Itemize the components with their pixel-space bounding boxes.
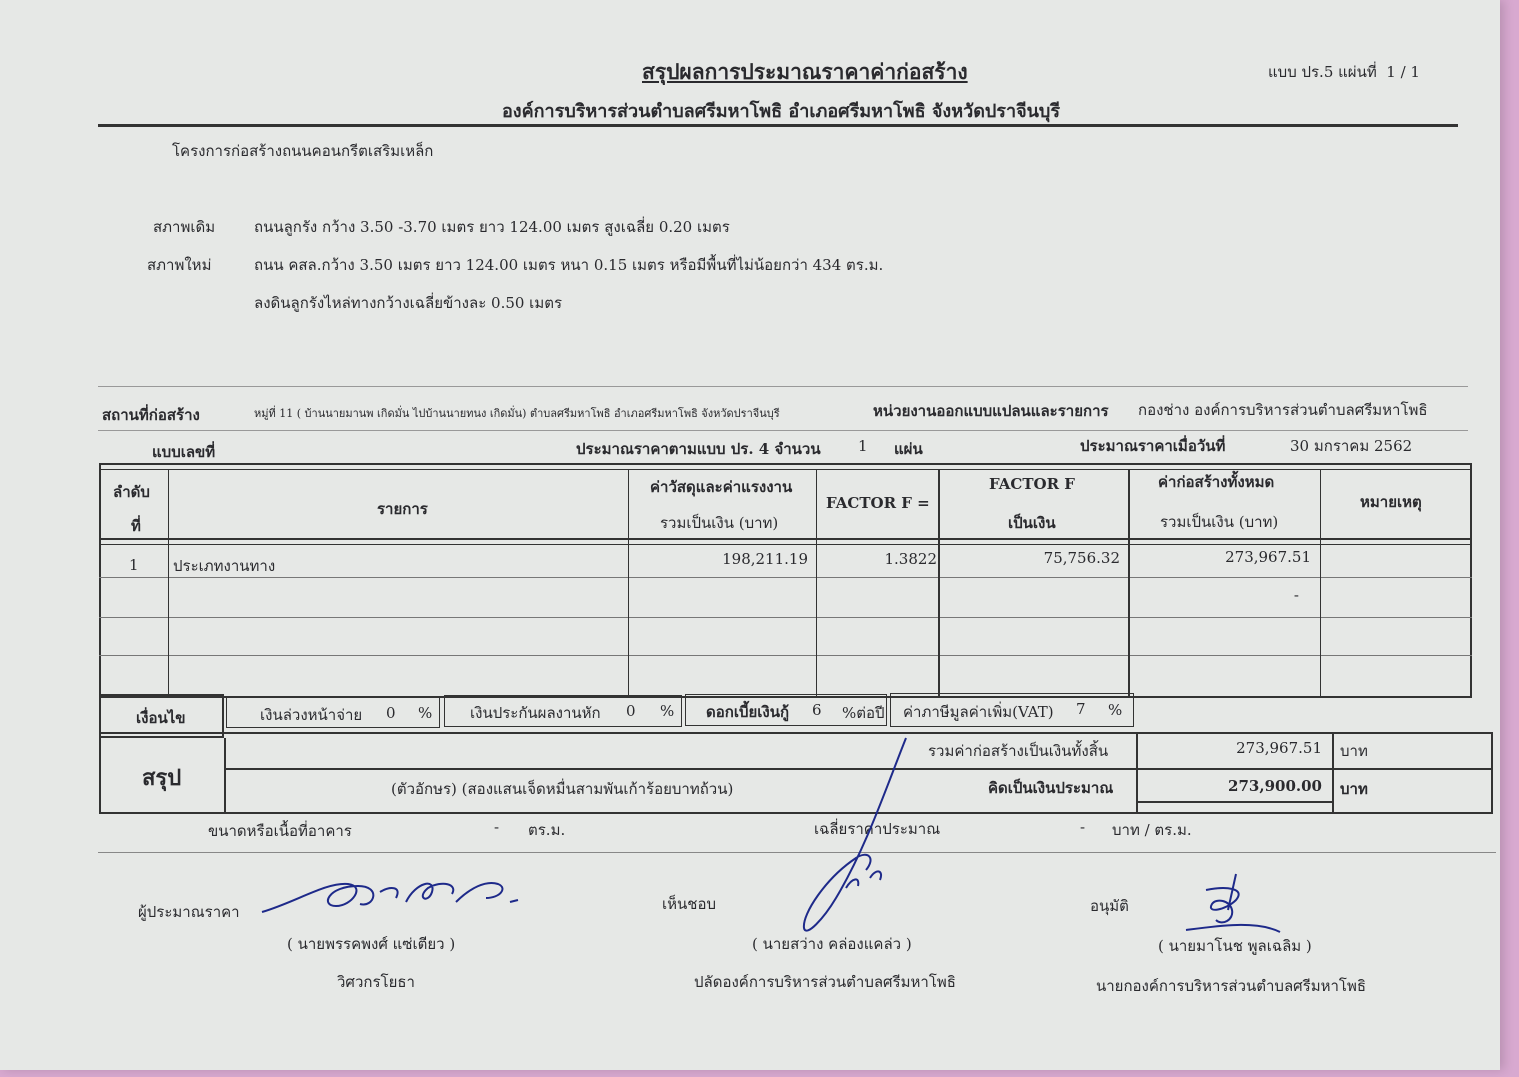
table-row-rule (99, 655, 1472, 656)
new-condition-text-2: ลงดินลูกรังไหล่ทางกว้างเฉลี่ยข้างละ 0.50 เมตร (254, 294, 562, 312)
new-condition-text: ถนน คสล.กว้าง 3.50 เมตร ยาว 124.00 เมตร หนา 0.15 เมตร หรือมีพื้นที่ไม่น้อยกว่า 434 ตร.ม. (254, 256, 884, 274)
agree-title: ปลัดองค์การบริหารส่วนตำบลศรีมหาโพธิ (694, 973, 956, 991)
row-factor-money: 75,756.32 (1043, 549, 1120, 567)
advance-label: เงินล่วงหน้าจ่าย (260, 706, 363, 724)
header-total-top: ค่าก่อสร้างทั้งหมด (1158, 473, 1275, 491)
header-no-top: ลำดับ (113, 483, 150, 501)
site-top-rule (98, 386, 1468, 387)
row-factor: 1.3822 (884, 550, 937, 568)
average-price-value: - (1080, 818, 1086, 836)
vat-label: ค่าภาษีมูลค่าเพิ่ม(VAT) (903, 703, 1054, 721)
form-label: แบบ ปร.5 แผ่นที่ 1 / 1 (1268, 63, 1420, 81)
plan-number-label: แบบเลขที่ (152, 443, 216, 461)
summary-total-value: 273,967.51 (1236, 739, 1322, 757)
advance-pct: % (418, 704, 433, 722)
area-unit: ตร.ม. (528, 821, 566, 839)
summary-divider (224, 738, 226, 814)
estimator-title: วิศวกรโยธา (337, 973, 415, 991)
retention-value: 0 (626, 702, 636, 720)
area-label: ขนาดหรือเนื้อที่อาคาร (208, 822, 352, 840)
document-title: สรุปผลการประมาณราคาค่าก่อสร้าง (642, 59, 968, 84)
estimator-signature (256, 872, 532, 936)
interest-unit: %ต่อปี (842, 704, 885, 722)
row-total: - (1293, 586, 1299, 604)
approve-name: ( นายมาโนช พูลเฉลิม ) (1158, 937, 1312, 955)
table-header-rule-2 (99, 544, 1472, 545)
header-factor-money-bottom: เป็นเงิน (1008, 514, 1056, 532)
retention-label: เงินประกันผลงานหัก (470, 704, 601, 722)
summary-label: สรุป (142, 765, 182, 791)
estimate-unit: แผ่น (894, 440, 923, 458)
site-value: หมู่ที่ 11 ( บ้านนายมานพ เกิดมั่น ไปบ้านนายทนง เกิดมั่น) ตำบลศรีมหาโพธิ อำเภอศรีมหาโพธิ จังหวัดปราจีนบุรี (254, 407, 780, 420)
summary-amount-words: (ตัวอักษร) (สองแสนเจ็ดหมื่นสามพันเก้าร้อยบาทถ้วน) (391, 780, 734, 798)
summary-approx-value: 273,900.00 (1228, 777, 1322, 795)
row-no: 1 (129, 556, 139, 574)
agree-name: ( นายสว่าง คล่องแคล่ว ) (752, 935, 912, 953)
vat-pct: % (1108, 701, 1123, 719)
estimate-date-label: ประมาณราคาเมื่อวันที่ (1080, 437, 1226, 455)
row-total: 273,967.51 (1225, 548, 1311, 566)
site-label: สถานที่ก่อสร้าง (102, 406, 200, 424)
table-row-rule (99, 617, 1472, 618)
old-condition-label: สภาพเดิม (153, 218, 216, 236)
estimate-count: 1 (858, 437, 868, 455)
old-condition-text: ถนนลูกรัง กว้าง 3.50 -3.70 เมตร ยาว 124.00 เมตร สูงเฉลี่ย 0.20 เมตร (254, 218, 730, 236)
row-item: ประเภทงานทาง (173, 557, 276, 575)
area-value: - (494, 818, 500, 836)
interest-label: ดอกเบี้ยเงินกู้ (706, 703, 790, 721)
interest-value: 6 (812, 701, 822, 719)
design-unit-value: กองช่าง องค์การบริหารส่วนตำบลศรีมหาโพธิ (1138, 401, 1428, 419)
header-remark: หมายเหตุ (1360, 493, 1422, 511)
summary-total-label: รวมค่าก่อสร้างเป็นเงินทั้งสิ้น (928, 742, 1109, 760)
header-item: รายการ (377, 500, 428, 518)
column-rule (1128, 470, 1130, 698)
average-price-unit: บาท / ตร.ม. (1112, 821, 1192, 839)
header-factor-money-top: FACTOR F (989, 475, 1075, 493)
advance-value: 0 (386, 704, 396, 722)
header-rule (98, 124, 1458, 127)
row-cost: 198,211.19 (722, 550, 808, 568)
column-rule (168, 470, 169, 698)
estimate-label: ประมาณราคาตามแบบ ปร. 4 จำนวน (576, 440, 821, 458)
agree-signature (796, 728, 916, 962)
new-condition-label: สภาพใหม่ (147, 256, 212, 274)
design-unit-label: หน่วยงานออกแบบแปลนและรายการ (873, 402, 1109, 420)
summary-underline (1136, 801, 1334, 803)
column-rule (938, 470, 940, 698)
header-factor: FACTOR F = (826, 494, 930, 512)
column-rule (816, 470, 817, 698)
header-cost-bottom: รวมเป็นเงิน (บาท) (660, 514, 779, 532)
retention-pct: % (660, 702, 675, 720)
header-cost-top: ค่าวัสดุและค่าแรงงาน (650, 478, 793, 496)
approve-label: อนุมัติ (1090, 897, 1129, 915)
agree-label: เห็นชอบ (662, 895, 716, 913)
estimator-name: ( นายพรรคพงศ์ แซ่เตียว ) (287, 935, 456, 953)
approve-title: นายกองค์การบริหารส่วนตำบลศรีมหาโพธิ (1096, 977, 1367, 995)
conditions-label: เงื่อนไข (136, 709, 186, 727)
summary-approx-unit: บาท (1340, 780, 1368, 798)
column-rule (628, 470, 629, 698)
header-total-bottom: รวมเป็นเงิน (บาท) (1160, 513, 1279, 531)
table-row-rule (99, 577, 1472, 578)
organization-line: องค์การบริหารส่วนตำบลศรีมหาโพธิ อำเภอศรีมหาโพธิ จังหวัดปราจีนบุรี (502, 101, 1061, 122)
project-name: โครงการก่อสร้างถนนคอนกรีตเสริมเหล็ก (172, 142, 434, 160)
estimator-label: ผู้ประมาณราคา (138, 903, 240, 921)
table-header-rule (99, 538, 1472, 540)
column-rule (1320, 470, 1321, 698)
summary-approx-label: คิดเป็นเงินประมาณ (988, 779, 1114, 797)
average-price-label: เฉลี่ยราคาประมาณ (814, 820, 941, 838)
summary-total-unit: บาท (1340, 742, 1368, 760)
header-no-bottom: ที่ (131, 517, 141, 535)
vat-value: 7 (1076, 700, 1086, 718)
estimate-date-value: 30 มกราคม 2562 (1290, 437, 1413, 455)
site-bottom-rule (98, 430, 1468, 431)
